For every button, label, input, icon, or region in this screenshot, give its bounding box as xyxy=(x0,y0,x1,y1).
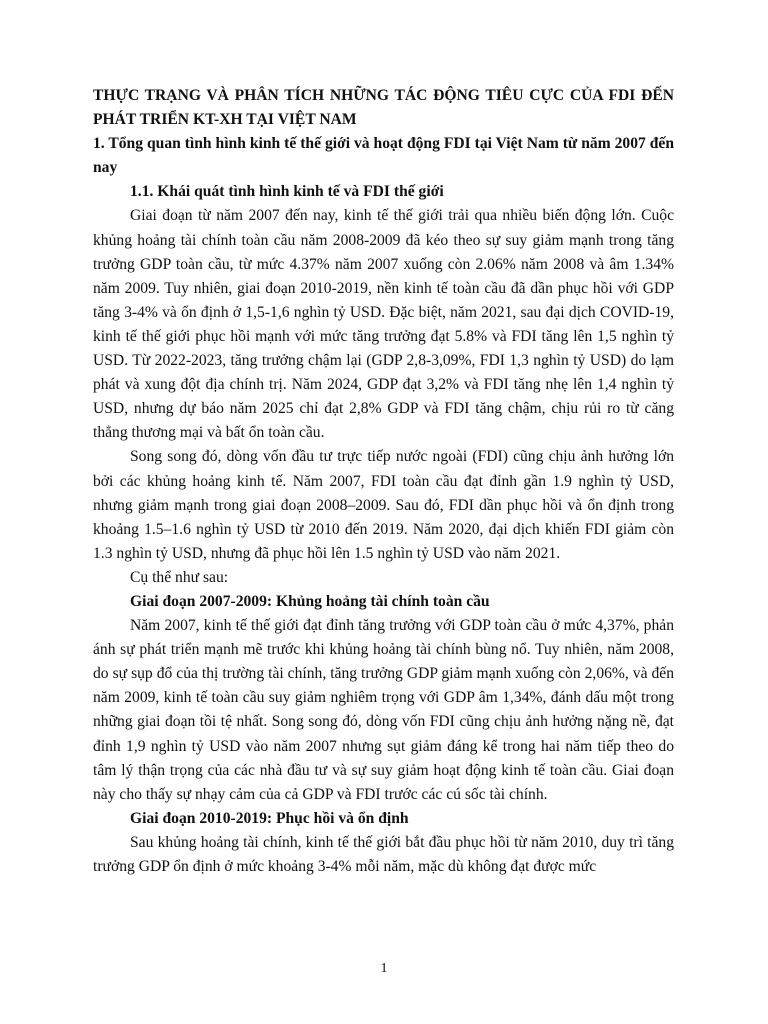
page-number: 1 xyxy=(380,961,388,976)
paragraph-fdi: Song song đó, dòng vốn đầu tư trực tiếp nước ngoài (FDI) cũng chịu ảnh hưởng lớn bởi các khủng hoảng kinh tế. Năm 2007, FDI toàn cầu đạt đỉnh gần 1.9 nghìn tỷ USD, nhưng giảm mạnh trong giai đoạn 2008–2009. Sau đó, FDI dần phục hồi và ổn định trong khoảng 1.5–1.6 nghìn tỷ USD từ 2010 đến 2019. Năm 2020, đại dịch khiến FDI giảm còn 1.3 nghìn tỷ USD, nhưng đã phục hồi lên 1.5 nghìn tỷ USD vào năm 2021. xyxy=(93,448,674,562)
section-1-heading: 1. Tổng quan tình hình kinh tế thế giới và hoạt động FDI tại Việt Nam từ năm 2007 đến nay xyxy=(93,135,674,177)
period-2007-2009-heading: Giai đoạn 2007-2009: Khủng hoảng tài chính toàn cầu xyxy=(130,592,490,610)
document-body xyxy=(93,84,674,879)
period-2010-2019-paragraph: Sau khủng hoảng tài chính, kinh tế thế giới bắt đầu phục hồi từ năm 2010, duy trì tăng trưởng GDP ổn định ở mức khoảng 3-4% mỗi năm, mặc dù không đạt được mức xyxy=(93,833,674,875)
document-title: THỰC TRẠNG VÀ PHÂN TÍCH NHỮNG TÁC ĐỘNG TIÊU CỰC CỦA FDI ĐẾN PHÁT TRIỂN KT-XH TẠI VIỆT NAM xyxy=(93,87,674,129)
paragraph-specifics-intro: Cụ thể như sau: xyxy=(130,568,229,586)
period-2007-2009-paragraph: Năm 2007, kinh tế thế giới đạt đỉnh tăng trưởng với GDP toàn cầu ở mức 4,37%, phản ánh sự phát triển mạnh mẽ trước khi khủng hoảng tài chính bùng nổ. Tuy nhiên, năm 2008, do sự sụp đổ của thị trường tài chính, tăng trưởng GDP giảm mạnh xuống còn 2,06%, và đến năm 2009, kinh tế toàn cầu suy giảm nghiêm trọng với GDP âm 1,34%, đánh dấu một trong những giai đoạn tồi tệ nhất. Song song đó, dòng vốn FDI cũng chịu ảnh hưởng nặng nề, đạt đỉnh 1,9 nghìn tỷ USD vào năm 2007 nhưng sụt giảm đáng kể trong hai năm tiếp theo do tâm lý thận trọng của các nhà đầu tư và sự suy giảm hoạt động kinh tế toàn cầu. Giai đoạn này cho thấy sự nhạy cảm của cả GDP và FDI trước các cú sốc tài chính. xyxy=(93,617,674,803)
period-2010-2019-heading: Giai đoạn 2010-2019: Phục hồi và ổn định xyxy=(130,809,409,827)
section-1-1-heading: 1.1. Khái quát tình hình kinh tế và FDI thế giới xyxy=(130,183,444,201)
paragraph-overview: Giai đoạn từ năm 2007 đến nay, kinh tế thế giới trải qua nhiều biến động lớn. Cuộc khủng hoảng tài chính toàn cầu năm 2008-2009 đã kéo theo sự suy giảm mạnh trong tăng trưởng GDP toàn cầu, từ mức 4.37% năm 2007 xuống còn 2.06% năm 2008 và âm 1.34% năm 2009. Tuy nhiên, giai đoạn 2010-2019, nền kinh tế toàn cầu đã dần phục hồi với GDP tăng 3-4% và ổn định ở 1,5-1,6 nghìn tỷ USD. Đặc biệt, năm 2021, sau đại dịch COVID-19, kinh tế thế giới phục hồi mạnh với mức tăng trưởng đạt 5.8% và FDI tăng lên 1,5 nghìn tỷ USD. Từ 2022-2023, tăng trưởng chậm lại (GDP 2,8-3,09%, FDI 1,3 nghìn tỷ USD) do lạm phát và xung đột địa chính trị. Năm 2024, GDP đạt 3,2% và FDI tăng nhẹ lên 1,4 nghìn tỷ USD, nhưng dự báo năm 2025 chỉ đạt 2,8% GDP và FDI tăng chậm, chịu rủi ro từ căng thẳng thương mại và bất ổn toàn cầu. xyxy=(93,207,674,442)
